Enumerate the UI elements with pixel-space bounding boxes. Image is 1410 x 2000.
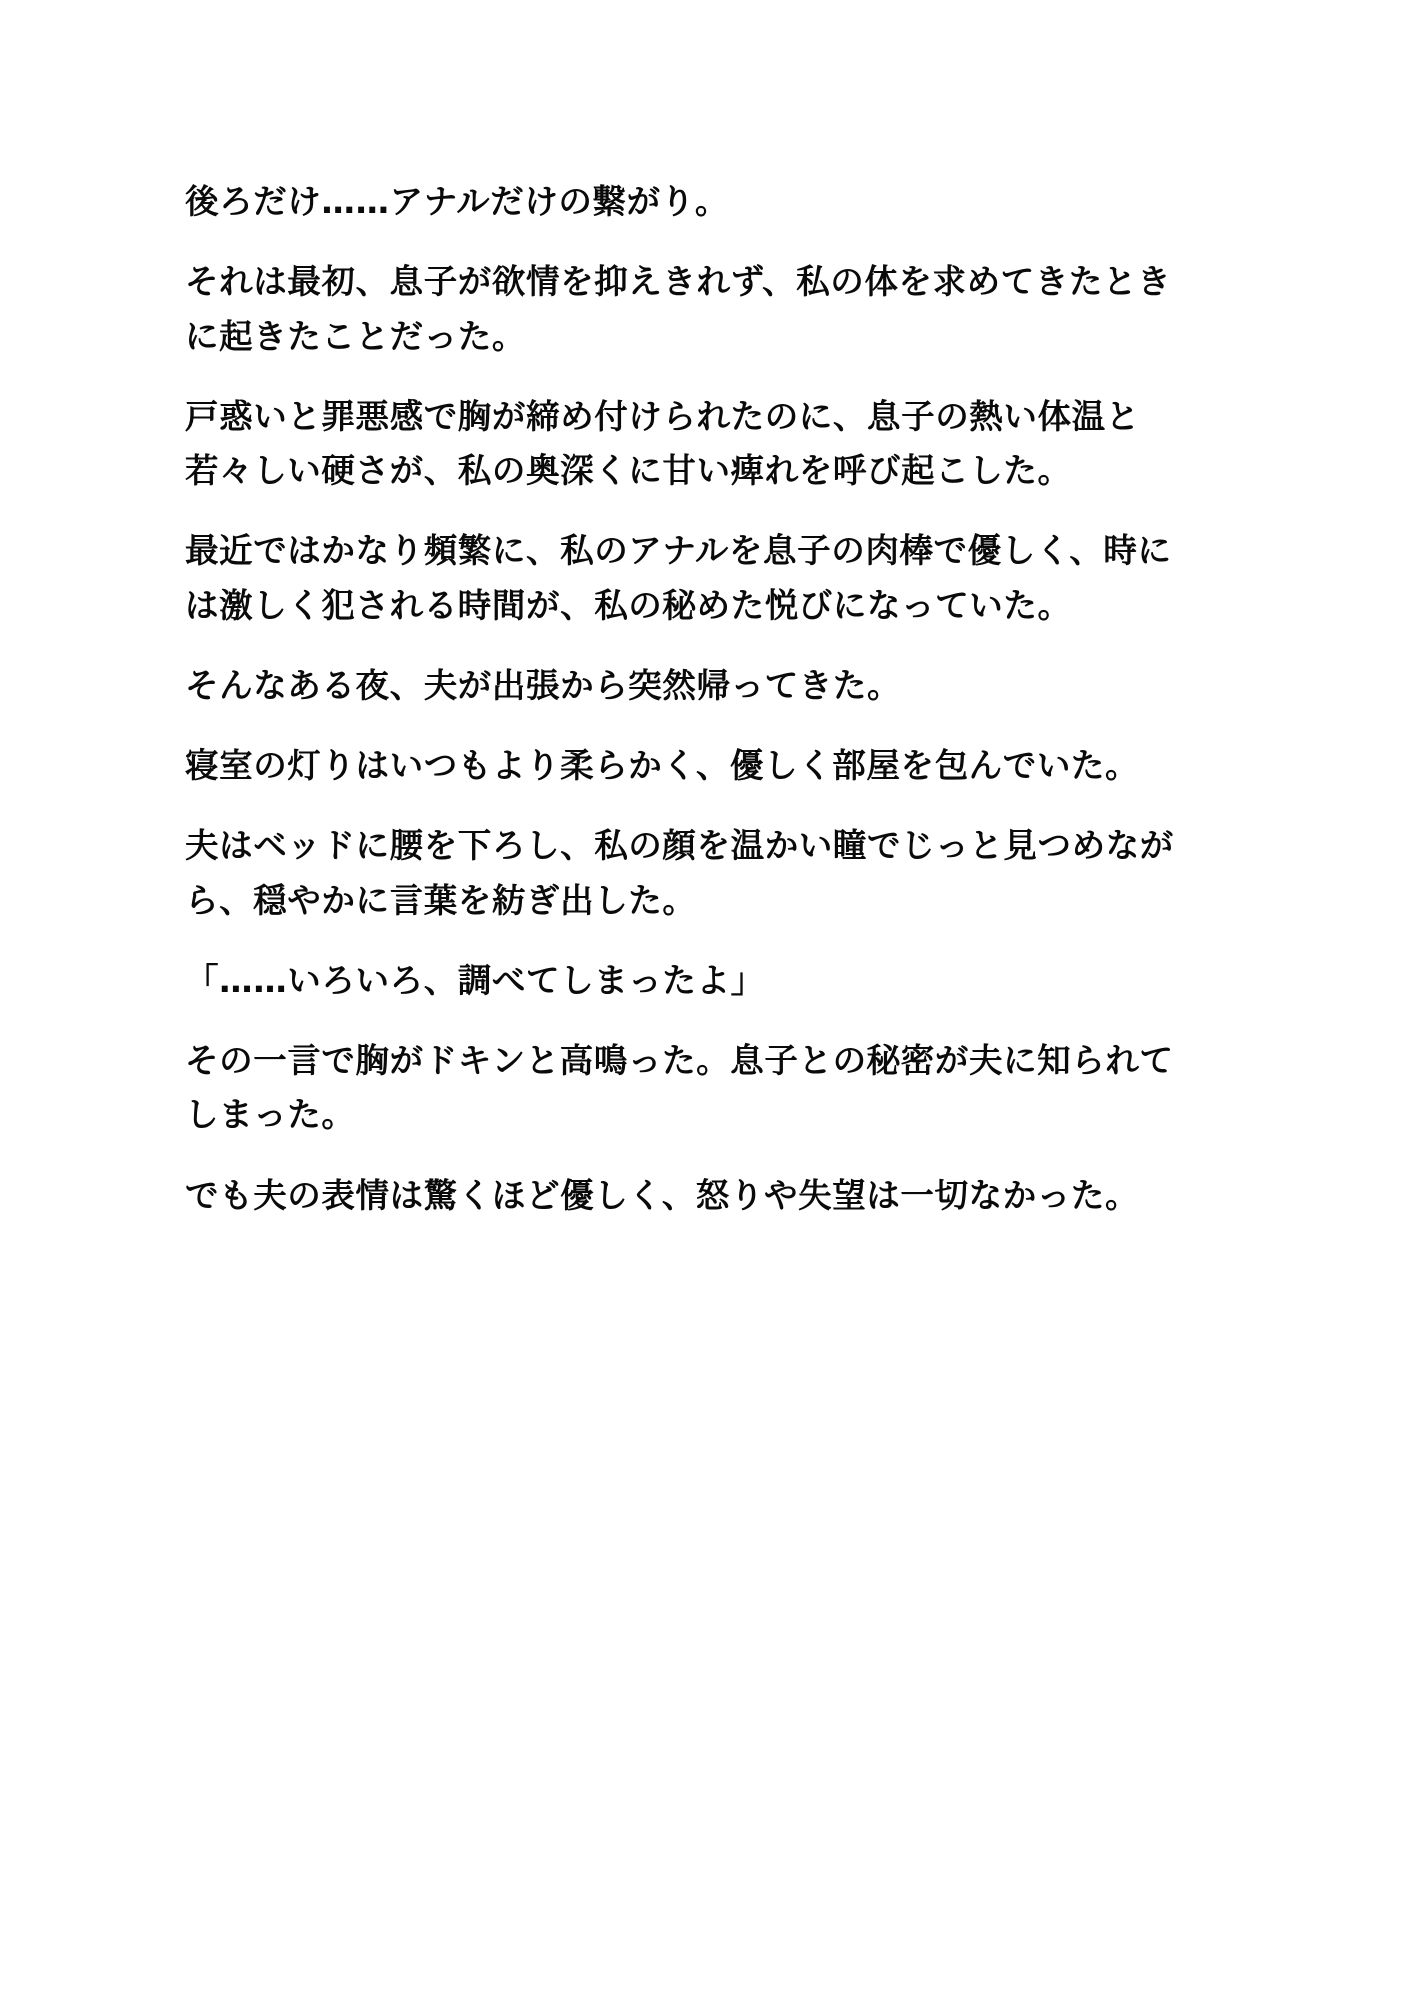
paragraph: 夫はベッドに腰を下ろし、私の顔を温かい瞳でじっと見つめながら、穏やかに言葉を紡ぎ出した。: [185, 826, 1174, 920]
paragraph: その一言で胸がドキンと高鳴った。息子との秘密が夫に知られてしまった。: [185, 1041, 1174, 1135]
paragraph: そんなある夜、夫が出張から突然帰ってきた。: [185, 665, 902, 705]
document-body: [185, 175, 1205, 1223]
paragraph-dialogue: 「……いろいろ、調べてしまったよ」: [185, 960, 765, 1000]
paragraph: それは最初、息子が欲情を抑えきれず、私の体を求めてきたときに起きたことだった。: [185, 262, 1172, 356]
paragraph: 最近ではかなり頻繁に、私のアナルを息子の肉棒で優しく、時には激しく犯される時間が、私の秘めた悦びになっていた。: [185, 531, 1172, 625]
paragraph: 戸惑いと罪悪感で胸が締め付けられたのに、息子の熱い体温と若々しい硬さが、私の奥深くに甘い痺れを呼び起こした。: [185, 396, 1140, 491]
paragraph: 後ろだけ……アナルだけの繋がり。: [185, 182, 729, 221]
paragraph: 寝室の灯りはいつもより柔らかく、優しく部屋を包んでいた。: [185, 746, 1140, 786]
paragraph: でも夫の表情は驚くほど優しく、怒りや失望は一切なかった。: [185, 1175, 1140, 1215]
